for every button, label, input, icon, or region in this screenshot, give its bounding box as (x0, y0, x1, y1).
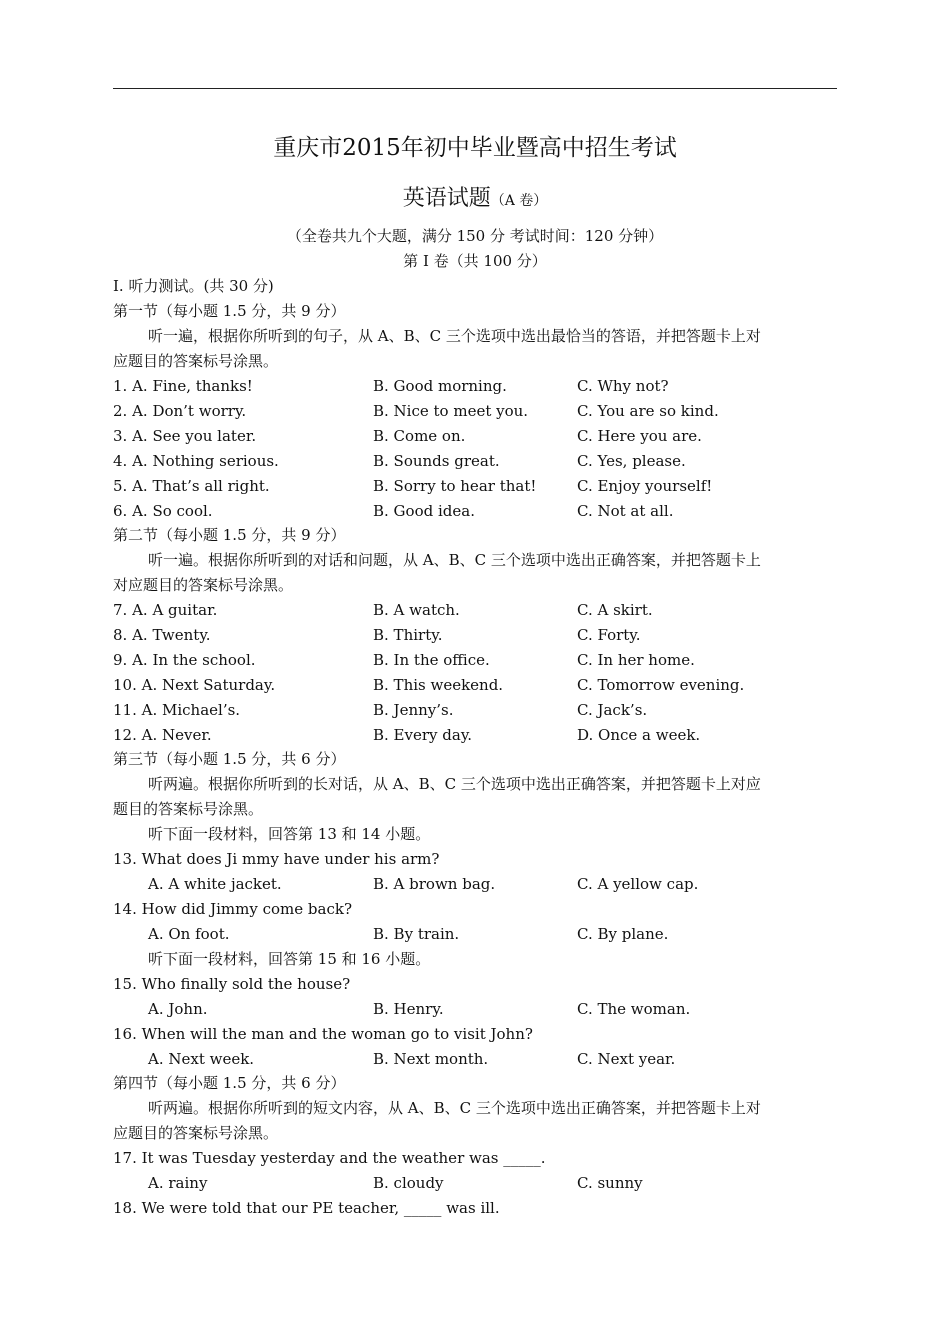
option-b: B. By train. (373, 925, 460, 943)
option-a: 11. A. Michael’s. (113, 701, 241, 719)
option-b: B. A brown bag. (373, 875, 496, 893)
exam-subtitle (0, 185, 950, 215)
option-a: 12. A. Never. (113, 726, 212, 744)
option-b: B. Good idea. (373, 502, 475, 520)
exam-title: 重庆市2015年初中毕业暨高中招生考试 (273, 135, 677, 161)
option-b: B. Sounds great. (373, 452, 500, 470)
instructions: 听一遍。根据你所听到的对话和问题，从 A、B、C 三个选项中选出正确答案，并把答题卡上 (148, 551, 761, 569)
option-b: B. Every day. (373, 726, 473, 744)
instructions: 听一遍，根据你所听到的句子，从 A、B、C 三个选项中选出最恰当的答语，并把答题卡上对 (148, 327, 761, 345)
instructions-cont: 应题目的答案标号涂黑。 (113, 1124, 279, 1142)
section-heading: 第四节（每小题 1.5 分，共 6 分） (113, 1074, 346, 1092)
option-b: B. cloudy (373, 1174, 444, 1192)
option-a: A. rainy (148, 1174, 208, 1192)
option-c: C. A yellow cap. (577, 875, 699, 893)
question-text: 16. When will the man and the woman go to visit John? (113, 1025, 533, 1043)
option-a: 8. A. Twenty. (113, 626, 211, 644)
section-heading: 第一节（每小题 1.5 分，共 9 分） (113, 302, 346, 320)
option-b: B. Henry. (373, 1000, 444, 1018)
instructions: 听两遍。根据你所听到的短文内容，从 A、B、C 三个选项中选出正确答案，并把答题卡上对 (148, 1099, 761, 1117)
option-a: A. On foot. (148, 925, 230, 943)
option-b: B. Come on. (373, 427, 466, 445)
option-a: A. John. (148, 1000, 208, 1018)
option-a: 6. A. So cool. (113, 502, 213, 520)
option-c: C. sunny (577, 1174, 643, 1192)
instructions-cont: 应题目的答案标号涂黑。 (113, 352, 279, 370)
paper-version: （A 卷） (490, 193, 548, 209)
header-rule (113, 88, 837, 89)
option-b: B. This weekend. (373, 676, 504, 694)
option-c: D. Once a week. (577, 726, 701, 744)
option-c: C. Enjoy yourself! (577, 477, 713, 495)
option-c: C. Next year. (577, 1050, 676, 1068)
option-a: 4. A. Nothing serious. (113, 452, 279, 470)
exam-info: （全卷共九个大题，满分 150 分 考试时间：120 分钟） (286, 227, 664, 245)
option-c: C. In her home. (577, 651, 695, 669)
instructions: 听两遍。根据你所听到的长对话，从 A、B、C 三个选项中选出正确答案，并把答题卡上对应 (148, 775, 761, 793)
option-c: C. Why not? (577, 377, 669, 395)
option-a: 5. A. That’s all right. (113, 477, 270, 495)
option-b: B. A watch. (373, 601, 460, 619)
option-a: 3. A. See you later. (113, 427, 257, 445)
section-heading: 第三节（每小题 1.5 分，共 6 分） (113, 750, 346, 768)
option-b: B. In the office. (373, 651, 490, 669)
question-text: 13. What does Ji mmy have under his arm? (113, 850, 440, 868)
question-text: 18. We were told that our PE teacher, _____ was ill. (113, 1199, 500, 1217)
option-c: C. The woman. (577, 1000, 691, 1018)
option-c: C. Yes, please. (577, 452, 686, 470)
option-a: A. A white jacket. (148, 875, 282, 893)
volume-heading: 第 I 卷（共 100 分） (403, 252, 547, 270)
option-a: 9. A. In the school. (113, 651, 256, 669)
option-a: 7. A. A guitar. (113, 601, 218, 619)
option-c: C. A skirt. (577, 601, 653, 619)
option-c: C. You are so kind. (577, 402, 719, 420)
option-a: 2. A. Don’t worry. (113, 402, 247, 420)
part-heading: I. 听力测试。(共 30 分) (113, 277, 274, 295)
option-b: B. Sorry to hear that! (373, 477, 537, 495)
material-lead: 听下面一段材料，回答第 13 和 14 小题。 (148, 825, 431, 843)
option-b: B. Jenny’s. (373, 701, 454, 719)
option-a: 10. A. Next Saturday. (113, 676, 276, 694)
option-b: B. Thirty. (373, 626, 443, 644)
option-c: C. Forty. (577, 626, 641, 644)
option-c: C. Jack’s. (577, 701, 648, 719)
option-a: A. Next week. (148, 1050, 255, 1068)
option-b: B. Nice to meet you. (373, 402, 529, 420)
option-a: 1. A. Fine, thanks! (113, 377, 253, 395)
option-b: B. Good morning. (373, 377, 507, 395)
option-c: C. Here you are. (577, 427, 702, 445)
subject-name: 英语试题 (402, 186, 491, 211)
option-c: C. By plane. (577, 925, 669, 943)
option-c: C. Tomorrow evening. (577, 676, 745, 694)
material-lead: 听下面一段材料，回答第 15 和 16 小题。 (148, 950, 431, 968)
instructions-cont: 对应题目的答案标号涂黑。 (113, 576, 294, 594)
instructions-cont: 题目的答案标号涂黑。 (113, 800, 264, 818)
question-text: 17. It was Tuesday yesterday and the weather was _____. (113, 1149, 546, 1167)
question-text: 14. How did Jimmy come back? (113, 900, 352, 918)
section-heading: 第二节（每小题 1.5 分，共 9 分） (113, 526, 346, 544)
option-c: C. Not at all. (577, 502, 674, 520)
option-b: B. Next month. (373, 1050, 489, 1068)
question-text: 15. Who finally sold the house? (113, 975, 351, 993)
